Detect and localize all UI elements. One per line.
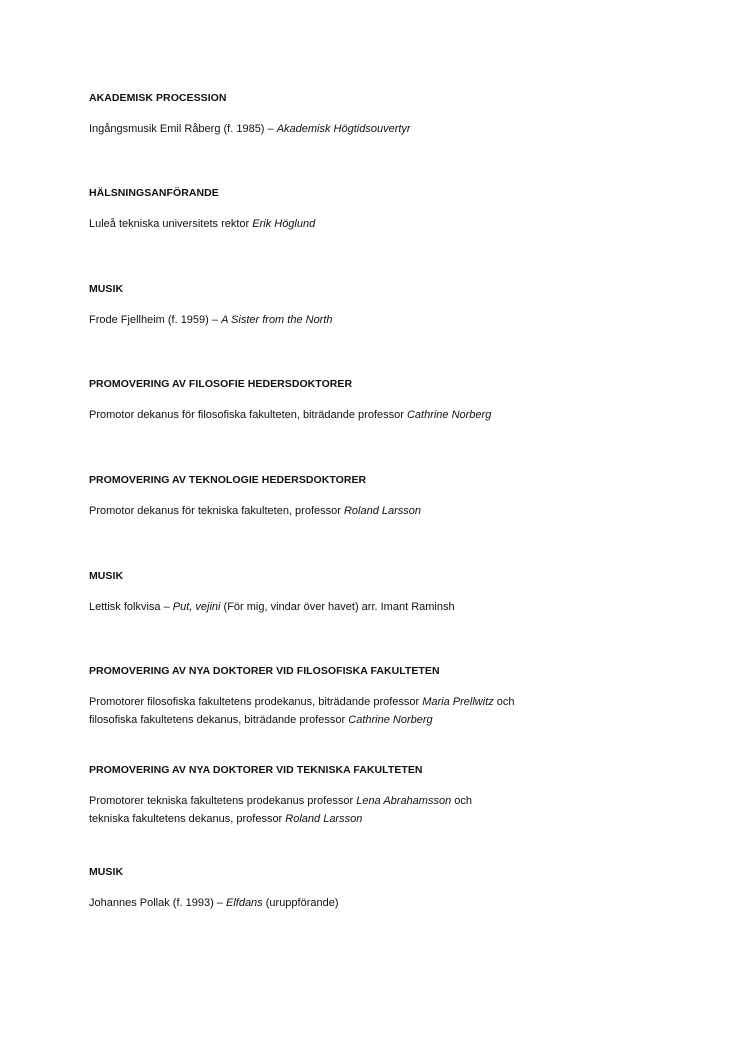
text-run: (uruppförande) — [262, 897, 339, 909]
body-line — [89, 215, 315, 233]
text-run: Promotor dekanus för filosofiska fakulteten, biträdande professor — [89, 409, 407, 421]
section-body — [89, 693, 515, 729]
body-line — [89, 894, 339, 912]
text-run-italic: Cathrine Norberg — [406, 409, 492, 421]
program-section — [89, 282, 689, 326]
text-run-italic: Elfdans — [225, 897, 263, 909]
text-run-italic: Lena Abrahamsson — [356, 795, 452, 807]
text-run: Frode Fjellheim (f. 1959) – — [89, 314, 222, 326]
text-run-italic: Put, vejini — [172, 601, 221, 613]
text-run: Promotorer filosofiska fakultetens prodekanus, biträdande professor — [89, 696, 423, 708]
program-section — [89, 569, 689, 613]
program-section — [89, 865, 689, 909]
section-body — [89, 792, 472, 828]
text-run: tekniska fakultetens dekanus, professor — [89, 813, 286, 825]
text-run-italic: Maria Prellwitz — [422, 696, 494, 708]
text-run: Promotorer tekniska fakultetens prodekanus professor — [89, 795, 357, 807]
program-section — [89, 186, 689, 230]
text-run-italic: Roland Larsson — [343, 505, 422, 517]
body-line — [89, 406, 491, 424]
body-line — [89, 311, 333, 329]
section-heading: AKADEMISK PROCESSION — [89, 92, 227, 104]
section-body — [89, 894, 339, 912]
body-line — [89, 792, 472, 810]
text-run: Promotor dekanus för tekniska fakulteten, professor — [89, 505, 344, 517]
section-heading: PROMOVERING AV NYA DOKTORER VID FILOSOFISKA FAKULTETEN — [89, 665, 440, 677]
text-run-italic: Erik Höglund — [252, 218, 316, 230]
text-run: Lettisk folkvisa – — [89, 601, 173, 613]
section-body — [89, 215, 315, 233]
text-run: (För mig, vindar över havet) arr. Imant Raminsh — [220, 601, 455, 613]
text-run: Luleå tekniska universitets rektor — [89, 218, 253, 230]
body-line — [89, 810, 472, 828]
text-run-italic: A Sister from the North — [221, 314, 333, 326]
text-run: och — [451, 795, 472, 807]
text-run: och — [493, 696, 515, 708]
section-heading: HÄLSNINGSANFÖRANDE — [89, 187, 219, 199]
text-run: Ingångsmusik Emil Råberg (f. 1985) – — [89, 123, 277, 135]
text-run-italic: Akademisk Högtidsouvertyr — [276, 123, 411, 135]
program-section — [89, 473, 689, 517]
section-heading: MUSIK — [89, 283, 124, 295]
section-body — [89, 311, 333, 329]
body-line — [89, 693, 515, 711]
section-body — [89, 120, 411, 138]
section-heading: PROMOVERING AV NYA DOKTORER VID TEKNISKA FAKULTETEN — [89, 764, 423, 776]
section-heading: PROMOVERING AV TEKNOLOGIE HEDERSDOKTORER — [89, 474, 367, 486]
body-line — [89, 598, 455, 616]
text-run: Johannes Pollak (f. 1993) – — [89, 897, 226, 909]
body-line — [89, 711, 515, 729]
text-run-italic: Cathrine Norberg — [348, 714, 433, 726]
text-run-italic: Roland Larsson — [285, 813, 363, 825]
body-line — [89, 502, 421, 520]
program-section — [89, 664, 689, 726]
section-body — [89, 406, 491, 424]
section-heading: MUSIK — [89, 570, 124, 582]
section-heading: MUSIK — [89, 866, 124, 878]
program-section — [89, 763, 689, 825]
body-line — [89, 120, 411, 138]
program-section — [89, 377, 689, 421]
section-body — [89, 502, 421, 520]
section-body — [89, 598, 455, 616]
program-section — [89, 91, 689, 135]
section-heading: PROMOVERING AV FILOSOFIE HEDERSDOKTORER — [89, 378, 353, 390]
text-run: filosofiska fakultetens dekanus, biträdande professor — [89, 714, 349, 726]
